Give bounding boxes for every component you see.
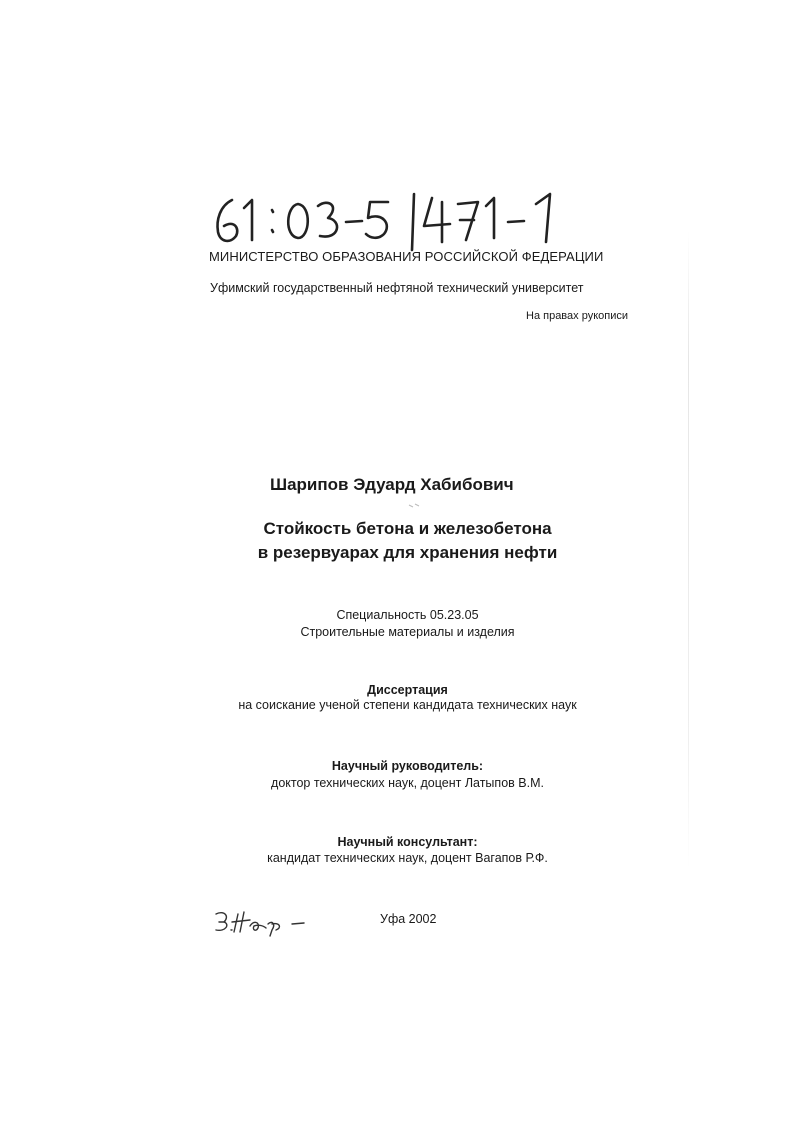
consultant-person: кандидат технических наук, доцент Вагапов Р.Ф.	[267, 851, 548, 865]
dissertation-heading: Диссертация	[367, 683, 448, 697]
handwritten-archive-code	[210, 190, 590, 252]
author-name: Шарипов Эдуард Хабибович	[270, 475, 514, 494]
ministry-name: МИНИСТЕРСТВО ОБРАЗОВАНИЯ РОССИЙСКОЙ ФЕДЕРАЦИИ	[209, 249, 604, 264]
dissertation-subtitle: на соискание ученой степени кандидата технических наук	[238, 698, 577, 712]
dissertation-title	[0, 517, 795, 565]
specialty-block	[0, 607, 795, 641]
supervisor-heading: Научный руководитель:	[331, 759, 484, 773]
supervisor-person: доктор технических наук, доцент Латыпов В.М.	[271, 776, 544, 790]
specialty-code: Специальность 05.23.05	[336, 608, 479, 622]
title-line-1: Стойкость бетона и железобетона	[263, 519, 552, 538]
manuscript-note: На правах рукописи	[526, 310, 628, 322]
scan-speck	[408, 503, 420, 509]
handwritten-signature	[210, 904, 310, 938]
consultant-heading: Научный консультант:	[337, 835, 478, 849]
title-line-2: в резервуарах для хранения нефти	[257, 543, 558, 562]
university-name: Уфимский государственный нефтяной технический университет	[210, 281, 584, 295]
city-year: Уфа 2002	[380, 912, 437, 926]
specialty-name: Строительные материалы и изделия	[300, 625, 515, 639]
